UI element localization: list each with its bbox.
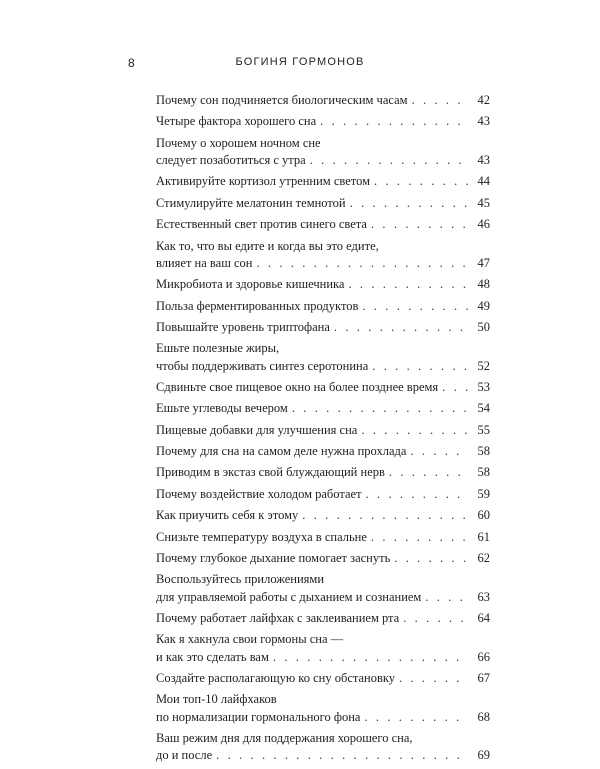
toc-entry-title: Почему о хорошем ночном сне	[156, 135, 321, 150]
toc-entry-page: 43	[477, 114, 490, 129]
dot-leader	[425, 589, 468, 606]
toc-entry-line	[156, 152, 490, 169]
toc-entry	[156, 422, 490, 439]
toc-entry	[156, 400, 490, 417]
toc-entry-title: Как то, что вы едите и когда вы это едите,	[156, 238, 379, 253]
toc-entry	[156, 216, 490, 233]
toc-entry-line	[156, 550, 490, 567]
toc-entry-page: 59	[477, 486, 490, 501]
toc-entry-title: Ваш режим дня для поддержания хорошего сна,	[156, 730, 413, 745]
toc-entry-line	[156, 173, 490, 190]
toc-entry-line	[156, 464, 490, 481]
toc-entry-title: Ешьте полезные жиры,	[156, 341, 280, 356]
toc-entry-title: чтобы поддерживать синтез серотонина	[156, 358, 369, 373]
toc-entry-title: Пищевые добавки для улучшения сна	[156, 422, 358, 437]
toc-entry-title: до и после	[156, 748, 213, 763]
toc-entry-page: 46	[477, 217, 490, 232]
toc-entry	[156, 379, 490, 396]
toc-entry	[156, 195, 490, 212]
toc-entry-line	[156, 340, 490, 357]
dot-leader	[256, 255, 468, 272]
toc-entry-title: влияет на ваш сон	[156, 255, 253, 270]
dot-leader	[389, 464, 468, 481]
toc-entry-title: Естественный свет против синего света	[156, 217, 367, 232]
toc-entry-title: Активируйте кортизол утренним светом	[156, 174, 370, 189]
toc-entry	[156, 631, 490, 665]
dot-leader	[403, 610, 468, 627]
toc-entry	[156, 92, 490, 109]
toc-entry	[156, 691, 490, 725]
toc-entry-line	[156, 649, 490, 666]
toc-entry-line	[156, 631, 490, 648]
toc-entry-page: 44	[477, 174, 490, 189]
toc-entry-title: Микробиота и здоровье кишечника	[156, 277, 345, 292]
toc-entry	[156, 550, 490, 567]
toc-entry-page: 64	[477, 611, 490, 626]
toc-entry-line	[156, 571, 490, 588]
toc-entry-title: для управляемой работы с дыханием и сознанием	[156, 589, 422, 604]
toc-entry-title: Повышайте уровень триптофана	[156, 319, 330, 334]
toc-entry-page: 58	[477, 444, 490, 459]
toc-entry-title: Четыре фактора хорошего сна	[156, 114, 317, 129]
toc-entry-title: Почему для сна на самом деле нужна прохлада	[156, 444, 407, 459]
dot-leader	[412, 92, 468, 109]
toc-entry-title: Почему работает лайфхак с заклеиванием рта	[156, 611, 400, 626]
toc-entry-page: 49	[477, 298, 490, 313]
toc-entry-line	[156, 135, 490, 152]
toc-entry-title: Как я хакнула свои гормоны сна —	[156, 632, 344, 647]
toc-entry-line	[156, 589, 490, 606]
toc-entry-line	[156, 670, 490, 687]
toc-entry-page: 66	[477, 649, 490, 664]
dot-leader	[334, 319, 468, 336]
toc-entry-line	[156, 400, 490, 417]
dot-leader	[372, 358, 468, 375]
dot-leader	[310, 152, 468, 169]
book-title: БОГИНЯ ГОРМОНОВ	[235, 56, 365, 68]
toc-entry	[156, 571, 490, 605]
toc-entry	[156, 173, 490, 190]
table-of-contents	[156, 92, 490, 769]
dot-leader	[362, 298, 468, 315]
toc-entry-line	[156, 298, 490, 315]
toc-entry-title: по нормализации гормонального фона	[156, 709, 361, 724]
toc-entry-line	[156, 255, 490, 272]
toc-entry-line	[156, 443, 490, 460]
page-number: 8	[128, 56, 136, 70]
running-head	[0, 56, 600, 76]
toc-entry	[156, 113, 490, 130]
toc-entry-line	[156, 92, 490, 109]
toc-entry-title: Воспользуйтесь приложениями	[156, 572, 325, 587]
dot-leader	[320, 113, 468, 130]
dot-leader	[394, 550, 468, 567]
dot-leader	[364, 709, 468, 726]
toc-entry-line	[156, 276, 490, 293]
toc-entry-line	[156, 195, 490, 212]
toc-entry-line	[156, 358, 490, 375]
toc-entry-page: 48	[477, 277, 490, 292]
toc-entry-page: 54	[477, 401, 490, 416]
toc-entry-line	[156, 216, 490, 233]
toc-entry-line	[156, 379, 490, 396]
toc-entry-title: Почему сон подчиняется биологическим часам	[156, 93, 408, 107]
toc-entry-page: 55	[477, 422, 490, 437]
toc-entry	[156, 443, 490, 460]
toc-entry	[156, 670, 490, 687]
toc-entry-title: Почему глубокое дыхание помогает заснуть	[156, 551, 391, 566]
toc-entry	[156, 238, 490, 272]
dot-leader	[442, 379, 468, 396]
toc-entry-title: Ешьте углеводы вечером	[156, 401, 288, 416]
toc-entry-page: 52	[477, 358, 490, 373]
dot-leader	[302, 507, 468, 524]
toc-entry-page: 63	[477, 589, 490, 604]
toc-entry-line	[156, 730, 490, 747]
toc-entry	[156, 507, 490, 524]
toc-entry	[156, 298, 490, 315]
toc-entry-title: Снизьте температуру воздуха в спальне	[156, 529, 367, 544]
toc-entry-page: 62	[477, 551, 490, 566]
toc-entry-title: Сдвиньте свое пищевое окно на более позднее время	[156, 379, 439, 394]
toc-entry-title: Создайте располагающую ко сну обстановку	[156, 671, 396, 685]
dot-leader	[273, 649, 468, 666]
toc-entry-line	[156, 238, 490, 255]
toc-entry	[156, 276, 490, 293]
toc-entry	[156, 340, 490, 374]
toc-entry	[156, 464, 490, 481]
dot-leader	[350, 195, 468, 212]
toc-entry-title: Как приучить себя к этому	[156, 508, 299, 523]
dot-leader	[371, 216, 468, 233]
toc-entry-line	[156, 507, 490, 524]
toc-entry	[156, 135, 490, 169]
dot-leader	[371, 529, 468, 546]
toc-entry-line	[156, 486, 490, 503]
toc-entry-line	[156, 529, 490, 546]
toc-entry-page: 53	[477, 379, 490, 394]
toc-entry-title: Польза ферментированных продуктов	[156, 298, 359, 313]
toc-entry-page: 60	[477, 508, 490, 523]
dot-leader	[366, 486, 468, 503]
dot-leader	[292, 400, 468, 417]
dot-leader	[374, 173, 468, 190]
toc-entry-title: Почему воздействие холодом работает	[156, 486, 362, 501]
toc-entry	[156, 319, 490, 336]
toc-entry-page: 42	[477, 93, 490, 107]
toc-entry-line	[156, 709, 490, 726]
dot-leader	[361, 422, 468, 439]
toc-entry-page: 69	[477, 748, 490, 763]
toc-entry-line	[156, 691, 490, 708]
toc-entry-page: 58	[477, 465, 490, 480]
toc-entry-page: 50	[477, 319, 490, 334]
toc-entry-line	[156, 422, 490, 439]
toc-entry-page: 68	[477, 709, 490, 724]
toc-entry-title: Приводим в экстаз свой блуждающий нерв	[156, 465, 385, 480]
toc-entry	[156, 730, 490, 764]
toc-entry	[156, 486, 490, 503]
toc-entry-page: 67	[477, 671, 490, 685]
toc-entry	[156, 529, 490, 546]
dot-leader	[348, 276, 468, 293]
dot-leader	[399, 670, 468, 687]
toc-entry-line	[156, 113, 490, 130]
toc-entry-title: Стимулируйте мелатонин темнотой	[156, 195, 346, 210]
toc-entry-title: следует позаботиться с утра	[156, 152, 306, 167]
toc-entry-line	[156, 319, 490, 336]
toc-entry-page: 45	[477, 195, 490, 210]
toc-entry-title: Мои топ-10 лайфхаков	[156, 692, 277, 707]
toc-entry-page: 47	[477, 255, 490, 270]
toc-entry-line	[156, 610, 490, 627]
toc-entry-page: 61	[477, 529, 490, 544]
toc-entry-title: и как это сделать вам	[156, 649, 269, 664]
dot-leader	[410, 443, 468, 460]
toc-entry	[156, 610, 490, 627]
toc-entry-page: 43	[477, 152, 490, 167]
